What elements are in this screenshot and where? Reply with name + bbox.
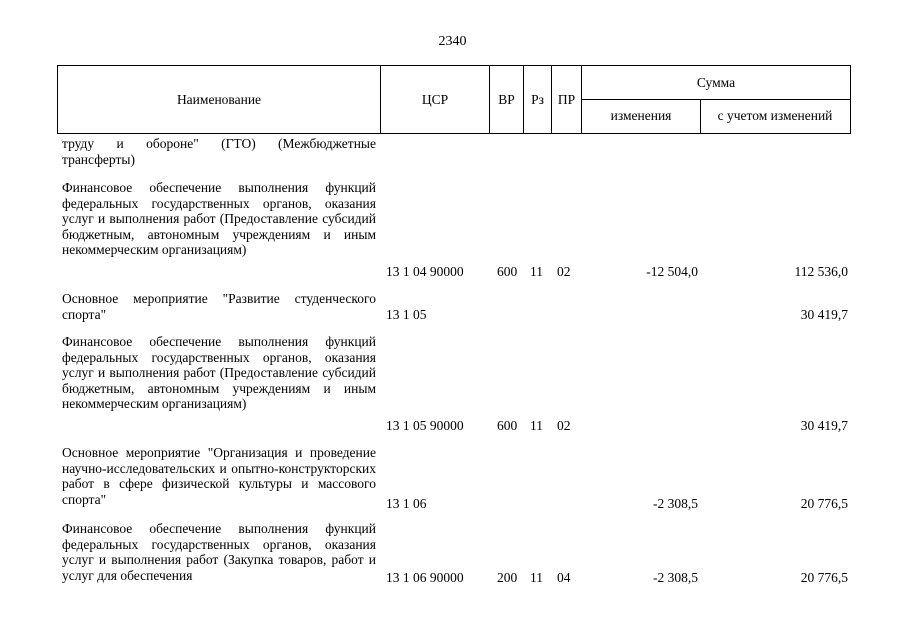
row-rz: 11 xyxy=(530,570,543,585)
row-vr: 600 xyxy=(497,418,518,433)
header-csr: ЦСР xyxy=(381,66,490,133)
row-name: Финансовое обеспечение выполнения функций федеральных государственных органов, оказания услуг и выполнения работ (Предоставление субсидий бюджетным, автономным учреждениям и иным некоммерческим организациям) xyxy=(62,334,376,412)
page-number: 2340 xyxy=(438,34,467,49)
row-name: Основное мероприятие "Развитие студенческого спорта" xyxy=(62,291,376,322)
row-change: -2 308,5 xyxy=(653,496,698,511)
row-rz: 11 xyxy=(530,418,543,433)
row-vr: 600 xyxy=(497,264,518,279)
header-name: Наименование xyxy=(58,66,381,133)
row-csr: 13 1 06 xyxy=(386,496,427,511)
row-name: Основное мероприятие "Организация и проведение научно-исследовательских и опытно-конструкторских работ в сфере физической культуры и массового спорта" xyxy=(62,445,376,507)
row-total: 20 776,5 xyxy=(800,570,848,585)
row-pr: 02 xyxy=(557,264,571,279)
row-total: 20 776,5 xyxy=(800,496,848,511)
row-total: 30 419,7 xyxy=(800,418,848,433)
row-csr: 13 1 05 xyxy=(386,307,427,322)
row-change: -12 504,0 xyxy=(646,264,698,279)
row-total: 112 536,0 xyxy=(794,264,848,279)
row-csr: 13 1 05 90000 xyxy=(386,418,464,433)
header-sum-change: изменения xyxy=(582,99,701,133)
row-pr: 02 xyxy=(557,418,571,433)
row-total: 30 419,7 xyxy=(800,307,848,322)
row-rz: 11 xyxy=(530,264,543,279)
row-name: Финансовое обеспечение выполнения функций федеральных государственных органов, оказания услуг и выполнения работ (Закупка товаров, работ и услуг для обеспечения xyxy=(62,521,376,583)
header-rz: Рз xyxy=(524,66,552,133)
row-name: труду и обороне" (ГТО) (Межбюджетные трансферты) xyxy=(62,136,376,167)
header-sum: Сумма xyxy=(582,66,850,100)
row-csr: 13 1 06 90000 xyxy=(386,570,464,585)
header-sum-total: с учетом изменений xyxy=(717,108,833,123)
row-csr: 13 1 04 90000 xyxy=(386,264,464,279)
header-sum-group xyxy=(582,66,850,133)
table-header xyxy=(57,65,851,134)
row-pr: 04 xyxy=(557,570,571,585)
row-change: -2 308,5 xyxy=(653,570,698,585)
header-vr: ВР xyxy=(490,66,524,133)
row-vr: 200 xyxy=(497,570,518,585)
header-pr: ПР xyxy=(552,66,582,133)
row-name: Финансовое обеспечение выполнения функций федеральных государственных органов, оказания услуг и выполнения работ (Предоставление субсидий бюджетным, автономным учреждениям и иным некоммерческим организациям) xyxy=(62,180,376,258)
